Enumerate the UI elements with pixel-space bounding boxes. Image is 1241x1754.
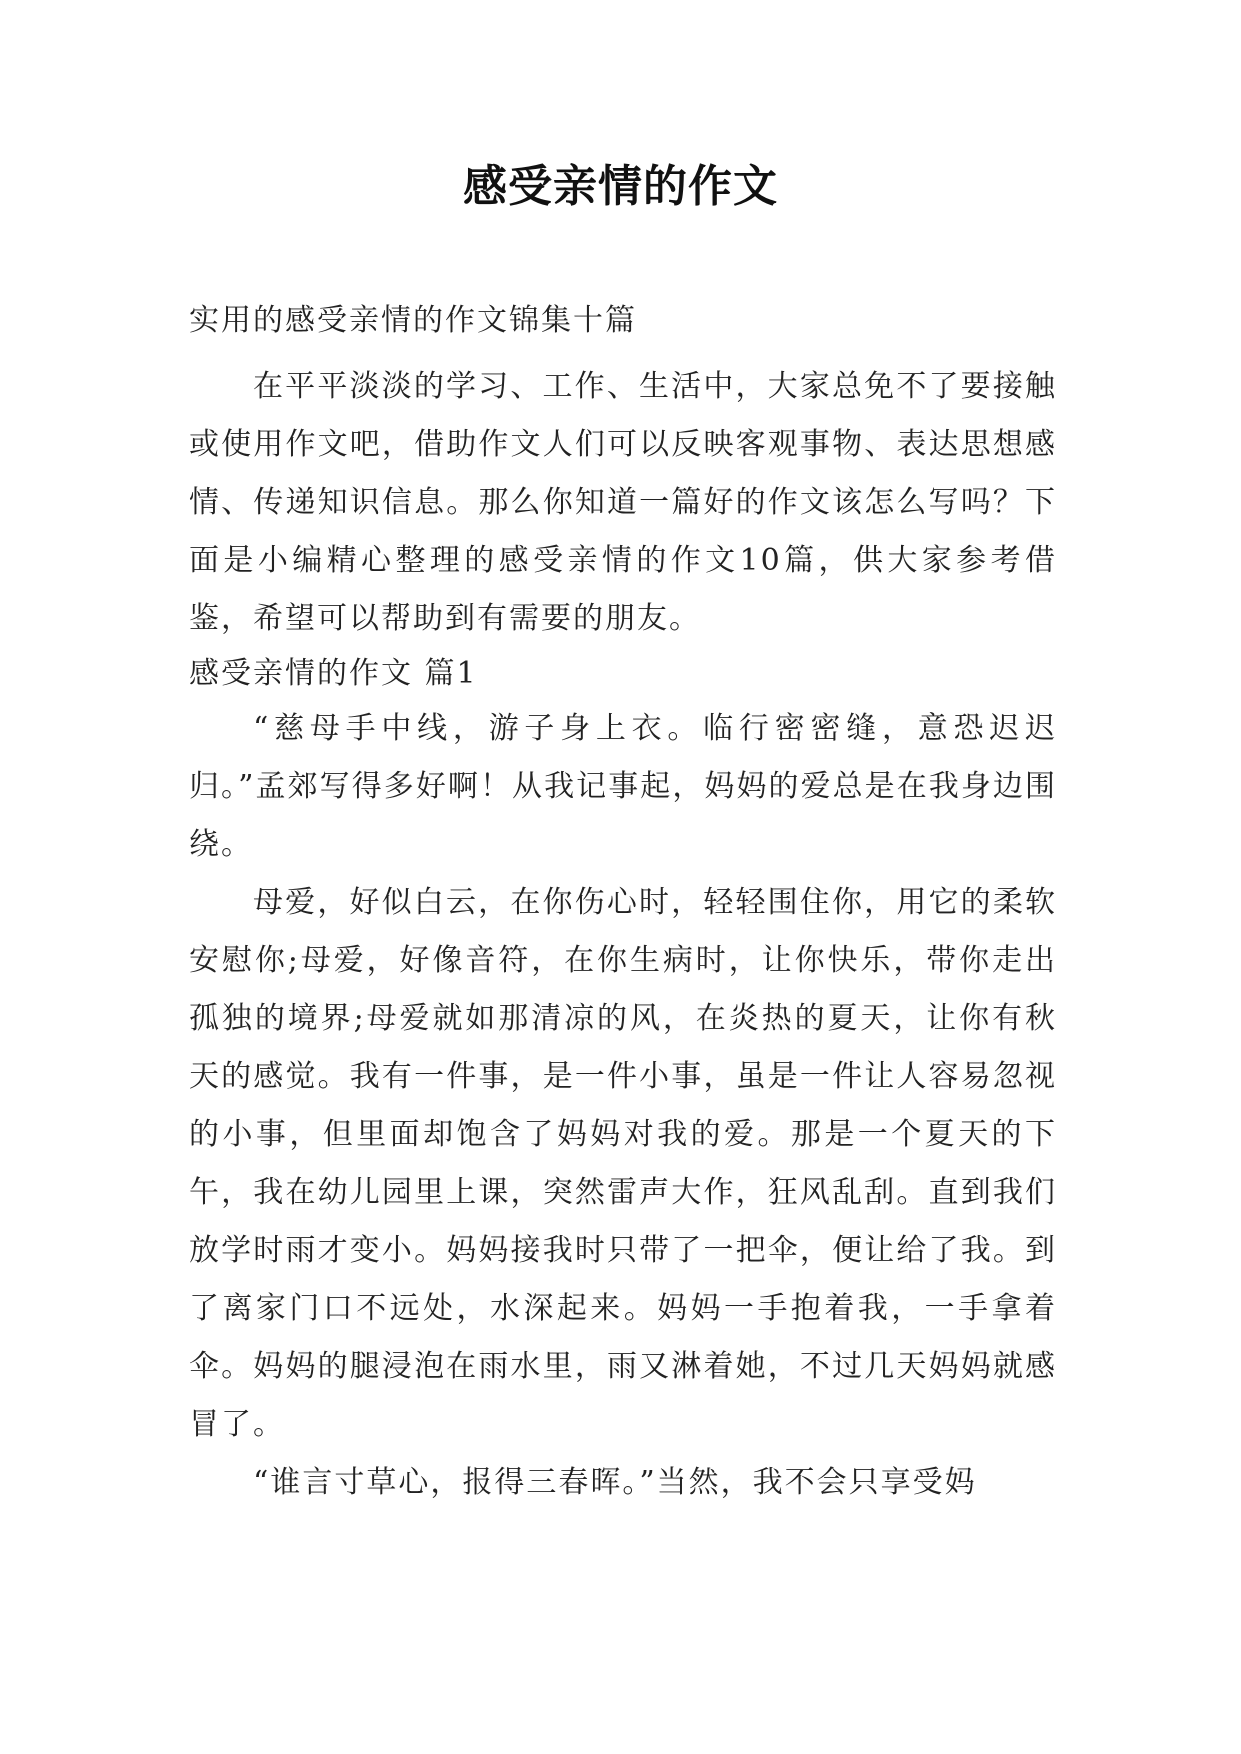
document-body — [189, 358, 1057, 1512]
section-heading: 感受亲情的作文 篇1 — [189, 656, 478, 691]
intro-paragraph: 在平平淡淡的学习、工作、生活中，大家总免不了要接触或使用作文吧，借助作文人们可以反映客观事物、表达思想感情、传递知识信息。那么你知道一篇好的作文该怎么写吗？下面是小编精心整理的感受亲情的作文10篇，供大家参考借鉴，希望可以帮助到有需要的朋友。 — [189, 369, 1057, 636]
body-paragraph-3: “谁言寸草心，报得三春晖。”当然，我不会只享受妈 — [253, 1465, 977, 1500]
document-title: 感受亲情的作文 — [463, 161, 778, 212]
body-paragraph-2: 母爱，好似白云，在你伤心时，轻轻围住你，用它的柔软安慰你;母爱，好像音符，在你生病时，让你快乐，带你走出孤独的境界;母爱就如那清凉的风，在炎热的夏天，让你有秋天的感觉。我有一件事，是一件小事，虽是一件让人容易忽视的小事，但里面却饱含了妈妈对我的爱。那是一个夏天的下午，我在幼儿园里上课，突然雷声大作，狂风乱刮。直到我们放学时雨才变小。妈妈接我时只带了一把伞，便让给了我。到了离家门口不远处，水深起来。妈妈一手抱着我，一手拿着伞。妈妈的腿浸泡在雨水里，雨又淋着她，不过几天妈妈就感冒了。 — [189, 885, 1057, 1442]
document-subtitle: 实用的感受亲情的作文锦集十篇 — [189, 303, 637, 338]
body-paragraph-1: “慈母手中线，游子身上衣。临行密密缝，意恐迟迟归。”孟郊写得多好啊！从我记事起，妈妈的爱总是在我身边围绕。 — [189, 711, 1057, 862]
